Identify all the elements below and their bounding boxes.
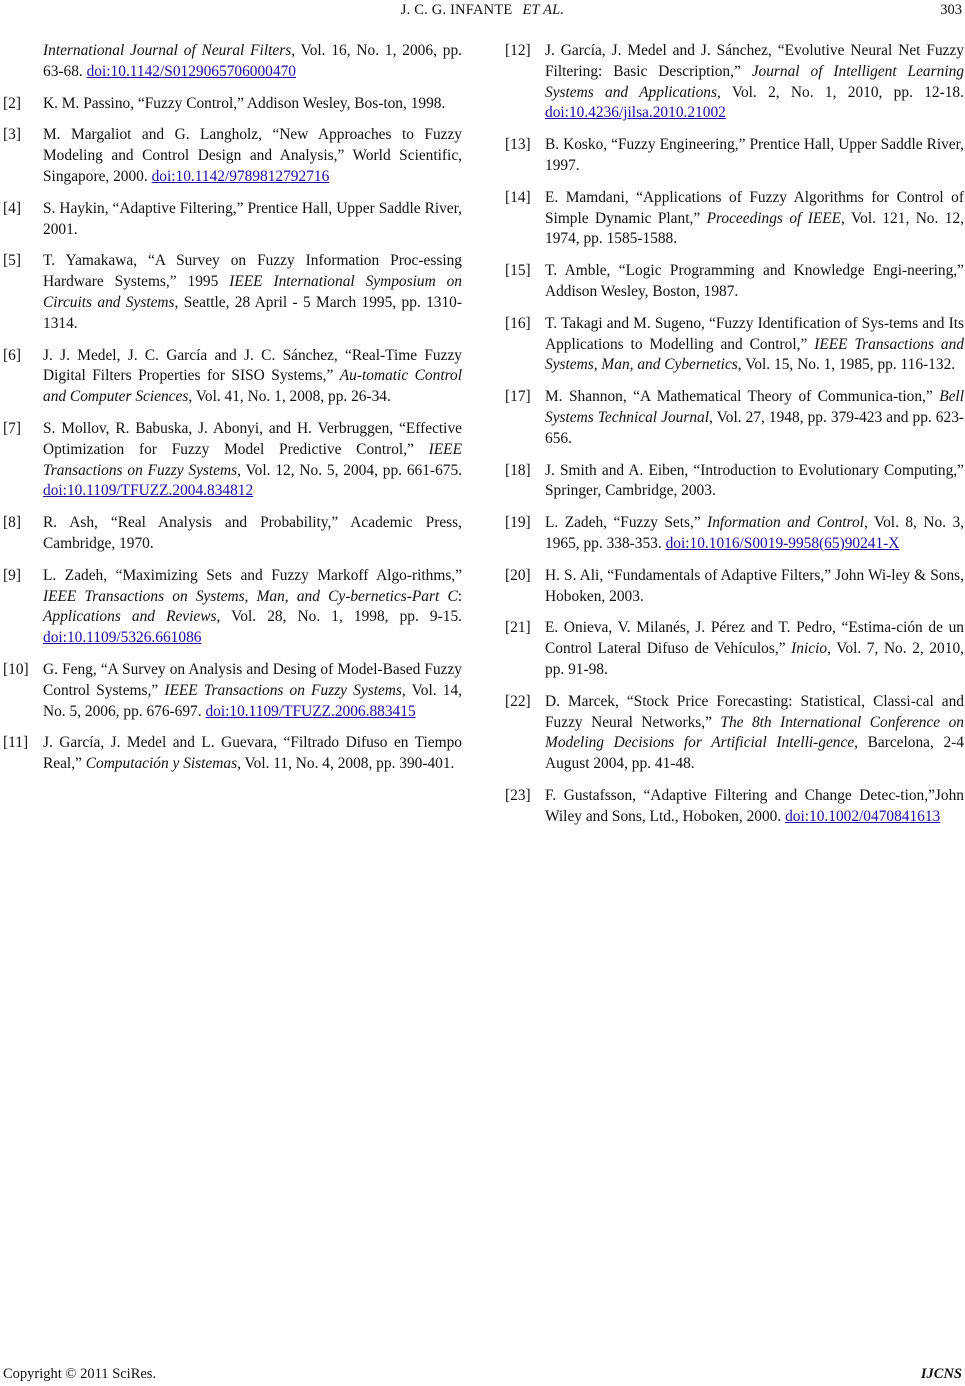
reference-segment: T. Amble, “Logic Programming and Knowledge Engi-neering,” Addison Wesley, Boston, 1987.	[545, 262, 964, 300]
reference-number: [15]	[505, 262, 531, 280]
reference-number: [19]	[505, 514, 531, 532]
reference-item	[3, 251, 462, 334]
running-head	[0, 2, 965, 19]
reference-italic-title: IEEE Transactions and Systems, Man, and Cybernetics	[545, 335, 964, 374]
reference-text	[545, 461, 964, 503]
reference-segment: , Vol. 11, No. 4, 2008, pp. 390-401.	[237, 755, 455, 773]
reference-text	[43, 251, 462, 334]
reference-item	[3, 419, 462, 502]
reference-italic-title: International Journal of Neural Filters	[43, 42, 292, 59]
reference-number: [4]	[3, 199, 21, 217]
reference-italic-title: Bell Systems Technical Journal	[545, 388, 964, 426]
reference-item	[505, 314, 964, 376]
reference-item	[3, 566, 462, 649]
reference-italic-title: Applications and Reviews	[43, 608, 217, 626]
reference-item	[505, 566, 964, 608]
reference-number: [21]	[505, 619, 531, 637]
reference-segment: , Vol. 27, 1948, pp. 379-423 and pp. 623-656.	[545, 408, 965, 447]
doi-link[interactable]: doi:10.1142/S0129065706000470	[86, 62, 296, 80]
reference-text	[545, 261, 964, 303]
reference-segment: J. J. Medel, J. C. García and J. C. Sánchez, “Real-Time Fuzzy Digital Filters Properties for SISO Systems,”	[43, 346, 462, 385]
reference-item	[3, 660, 462, 722]
reference-text	[545, 692, 964, 775]
reference-text	[545, 41, 964, 124]
reference-text	[545, 314, 964, 376]
reference-text	[545, 513, 964, 555]
reference-segment: , Vol. 41, No. 1, 2008, pp. 26-34.	[188, 388, 391, 406]
reference-segment: D. Marcek, “Stock Price Forecasting: Statistical, Classi-cal and Fuzzy Neural Networks,”	[545, 692, 964, 731]
reference-segment: , Vol. 12, No. 5, 2004, pp. 661-675.	[237, 461, 463, 479]
reference-italic-title: Computación y Sistemas	[85, 755, 238, 773]
reference-item	[505, 188, 964, 250]
reference-italic-title: IEEE International Symposium on Circuits and Systems	[43, 273, 463, 311]
reference-segment: L. Zadeh, “Fuzzy Sets,”	[545, 514, 708, 532]
reference-text	[43, 94, 462, 115]
reference-italic-title: Proceedings of IEEE	[706, 209, 842, 227]
reference-item	[3, 125, 462, 187]
running-head-authors: J. C. G. INFANTE	[400, 2, 513, 18]
reference-text	[43, 41, 462, 83]
reference-segment: , Vol. 16, No. 1, 2006, pp. 63-68.	[43, 42, 462, 80]
page-number: 303	[940, 2, 962, 18]
reference-item	[3, 513, 462, 555]
reference-number: [9]	[3, 566, 21, 584]
reference-number: [17]	[505, 388, 531, 406]
reference-item	[505, 786, 964, 828]
reference-item	[505, 41, 964, 124]
reference-segment: H. S. Ali, “Fundamentals of Adaptive Filters,” John Wi-ley & Sons, Hoboken, 2003.	[545, 566, 964, 605]
reference-segment: M. Shannon, “A Mathematical Theory of Communica-tion,”	[545, 388, 940, 406]
reference-segment: S. Mollov, R. Babuska, J. Abonyi, and H. Verbruggen, “Effective Optimization for Fuzzy Model Predictive Control,”	[43, 419, 462, 458]
reference-number: [3]	[3, 126, 21, 144]
reference-segment: , Vol. 121, No. 12, 1974, pp. 1585-1588.	[545, 209, 964, 248]
reference-text	[43, 199, 462, 241]
reference-text	[43, 733, 462, 775]
reference-segment: J. Smith and A. Eiben, “Introduction to Evolutionary Computing,” Springer, Cambridge, 2003.	[545, 461, 964, 500]
reference-item	[3, 733, 462, 775]
reference-segment: J. García, J. Medel and L. Guevara, “Filtrado Difuso en Tiempo Real,”	[43, 734, 462, 773]
reference-segment: J. García, J. Medel and J. Sánchez, “Evolutive Neural Net Fuzzy Filtering: Basic Description,”	[545, 42, 964, 80]
reference-segment: G. Feng, “A Survey on Analysis and Desing of Model-Based Fuzzy Control Systems,”	[43, 660, 462, 699]
reference-segment: , Vol. 14, No. 5, 2006, pp. 676-697.	[43, 681, 463, 720]
copyright-notice: Copyright © 2011 SciRes.	[3, 1366, 157, 1382]
reference-text	[545, 566, 964, 608]
reference-segment: L. Zadeh, “Maximizing Sets and Fuzzy Markoff Algo-rithms,”	[43, 566, 462, 584]
doi-link[interactable]: doi:10.1109/TFUZZ.2004.834812	[43, 482, 254, 500]
reference-segment: E. Onieva, V. Milanés, J. Pérez and T. Pedro, “Estima-ción de un Control Lateral Difuso de Vehículos,”	[545, 619, 964, 658]
reference-text	[43, 566, 462, 649]
references-left-column	[3, 41, 462, 786]
doi-link[interactable]: doi:10.1016/S0019-9958(65)90241-X	[665, 534, 900, 552]
reference-segment: S. Haykin, “Adaptive Filtering,” Prentice Hall, Upper Saddle River, 2001.	[43, 199, 462, 238]
references-right-column	[505, 41, 964, 839]
reference-segment: T. Takagi and M. Sugeno, “Fuzzy Identification of Sys-tems and Its Applications to Modelling and Control,”	[545, 314, 964, 353]
reference-text	[545, 188, 964, 250]
reference-italic-title: IEEE Transactions on Fuzzy Systems	[164, 681, 402, 699]
reference-text	[545, 786, 964, 828]
reference-number: [2]	[3, 94, 21, 112]
reference-segment: F. Gustafsson, “Adaptive Filtering and Change Detec-tion,”John Wiley and Sons, Ltd., Hoboken, 2000.	[545, 786, 964, 825]
reference-number: [11]	[3, 734, 29, 752]
reference-item	[3, 346, 462, 408]
reference-segment: T. Yamakawa, “A Survey on Fuzzy Information Proc-essing Hardware Systems,” 1995	[43, 252, 462, 291]
reference-item	[505, 387, 964, 449]
reference-segment: K. M. Passino, “Fuzzy Control,” Addison Wesley, Bos-ton, 1998.	[43, 94, 446, 112]
reference-italic-title: IEEE Transactions on Systems, Man, and Cy-bernetics-Part C	[43, 587, 458, 605]
reference-text	[545, 135, 964, 177]
reference-text	[43, 125, 462, 187]
reference-italic-title: Inicio	[791, 640, 828, 658]
reference-number: [20]	[505, 566, 531, 584]
reference-italic-title: Information and Control	[707, 514, 864, 532]
reference-text	[43, 419, 462, 502]
reference-italic-title: Journal of Intelligent Learning Systems and Applications	[545, 62, 964, 101]
doi-link[interactable]: doi:10.1142/9789812792716	[151, 167, 330, 185]
reference-segment: , Barcelona, 2-4 August 2004, pp. 41-48.	[545, 734, 964, 773]
reference-segment: , Vol. 8, No. 3, 1965, pp. 338-353.	[545, 514, 964, 552]
reference-italic-title: The 8th International Conference on Modeling Decisions for Artificial Intelli-gence	[545, 713, 964, 752]
reference-italic-title: IEEE Transactions on Fuzzy Systems	[43, 440, 462, 479]
reference-number: [14]	[505, 188, 531, 206]
reference-item	[3, 94, 462, 115]
reference-segment: , Vol. 28, No. 1, 1998, pp. 9-15.	[216, 608, 462, 626]
reference-number: [5]	[3, 252, 21, 270]
reference-number: [13]	[505, 136, 531, 154]
reference-item	[505, 513, 964, 555]
reference-number: [10]	[3, 660, 29, 678]
reference-item	[3, 41, 462, 83]
doi-link[interactable]: doi:10.1109/5326.661086	[43, 629, 202, 647]
reference-text	[43, 346, 462, 408]
reference-segment: :	[457, 587, 462, 605]
reference-number: [23]	[505, 786, 531, 804]
page-header	[0, 0, 965, 30]
reference-segment: , Seattle, 28 April - 5 March 1995, pp. 1310-1314.	[43, 293, 462, 332]
reference-segment: E. Mamdani, “Applications of Fuzzy Algorithms for Control of Simple Dynamic Plant,”	[545, 188, 964, 227]
reference-item	[3, 199, 462, 241]
reference-item	[505, 135, 964, 177]
doi-link[interactable]: doi:10.1002/0470841613	[785, 807, 941, 825]
reference-item	[505, 461, 964, 503]
reference-item	[505, 618, 964, 680]
reference-number: [16]	[505, 314, 531, 332]
reference-italic-title: Au-tomatic Control and Computer Sciences	[43, 367, 462, 406]
doi-link[interactable]: doi:10.4236/jilsa.2010.21002	[545, 104, 726, 122]
reference-number: [8]	[3, 514, 21, 532]
reference-segment: R. Ash, “Real Analysis and Probability,” Academic Press, Cambridge, 1970.	[43, 514, 462, 552]
reference-segment: , Vol. 2, No. 1, 2010, pp. 12-18.	[716, 83, 964, 101]
reference-item	[505, 692, 964, 775]
reference-number: [18]	[505, 461, 531, 479]
reference-text	[545, 387, 964, 449]
running-head-et-al: ET AL.	[522, 2, 565, 18]
reference-number: [6]	[3, 346, 21, 364]
reference-text	[43, 660, 462, 722]
reference-number: [12]	[505, 42, 531, 59]
page-footer	[0, 1364, 965, 1386]
reference-number: [7]	[3, 419, 21, 437]
reference-number: [22]	[505, 692, 531, 710]
reference-text	[545, 618, 964, 680]
journal-abbreviation: IJCNS	[920, 1366, 962, 1382]
reference-segment: B. Kosko, “Fuzzy Engineering,” Prentice Hall, Upper Saddle River, 1997.	[545, 136, 964, 174]
reference-segment: , Vol. 7, No. 2, 2010, pp. 91-98.	[545, 640, 964, 678]
reference-item	[505, 261, 964, 303]
reference-text	[43, 513, 462, 555]
doi-link[interactable]: doi:10.1109/TFUZZ.2006.883415	[205, 702, 416, 720]
reference-segment: M. Margaliot and G. Langholz, “New Approaches to Fuzzy Modeling and Control Design and Analysis,” World Scientific, Singapore, 2000.	[43, 126, 462, 185]
reference-segment: , Vol. 15, No. 1, 1985, pp. 116-132.	[737, 356, 956, 374]
